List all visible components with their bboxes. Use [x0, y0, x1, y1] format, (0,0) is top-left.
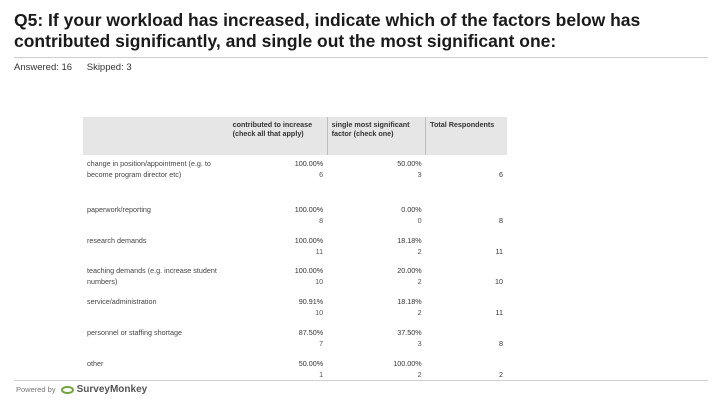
brand-name: SurveyMonkey: [76, 384, 148, 395]
contributed-cell: [229, 355, 328, 386]
row-label: personnel or staffing shortage: [87, 328, 182, 337]
contributed-count: 10: [315, 307, 324, 317]
contributed-cell: [229, 201, 328, 232]
single-most-cell: [327, 232, 426, 262]
contributed-cell: [229, 324, 328, 355]
single-most-count: 0: [417, 215, 422, 225]
contributed-count: 6: [319, 169, 324, 179]
skipped-count: Skipped: 3: [86, 62, 132, 73]
total-respondents: 6: [499, 169, 503, 179]
question-title: Q5: If your workload has increased, indicate which of the factors below has contributed significantly, and single out the most significant one:: [14, 10, 641, 51]
table-row: [83, 324, 507, 355]
surveymonkey-logo[interactable]: [61, 384, 148, 395]
total-cell: [426, 355, 507, 386]
single-most-percent: 20.00%: [397, 266, 422, 275]
single-most-count: 3: [417, 338, 422, 348]
contributed-percent: 100.00%: [294, 266, 324, 275]
single-most-count: 2: [417, 246, 422, 256]
row-label: other: [87, 359, 104, 368]
total-respondents: 11: [495, 307, 503, 317]
table-body: [83, 155, 507, 386]
surveymonkey-logo-icon: [61, 386, 74, 394]
single-most-count: 2: [417, 307, 422, 317]
contributed-count: 1: [319, 369, 324, 379]
response-stats: [14, 62, 144, 73]
table-row: [83, 201, 507, 232]
contributed-count: 11: [315, 246, 324, 256]
total-cell: [426, 232, 507, 262]
table-header-row: [83, 117, 507, 155]
contributed-cell: [229, 155, 328, 201]
total-cell: [426, 324, 507, 355]
results-table-container: [83, 117, 507, 386]
total-respondents: 8: [499, 338, 503, 348]
contributed-percent: 50.00%: [298, 359, 324, 368]
total-cell: [426, 201, 507, 232]
table-row: [83, 355, 507, 386]
total-respondents: 2: [499, 369, 503, 379]
single-most-cell: [327, 324, 426, 355]
single-most-cell: [327, 155, 426, 201]
header-contributed: contributed to increase (check all that apply): [229, 117, 328, 155]
total-respondents: 10: [495, 276, 503, 286]
single-most-cell: [327, 293, 426, 324]
total-cell: [426, 262, 507, 293]
single-most-percent: 50.00%: [397, 159, 422, 168]
footer-divider: [14, 380, 708, 381]
contributed-count: 7: [319, 338, 324, 348]
results-table: [83, 117, 507, 386]
header-single-most: single most significant factor (check one): [327, 117, 426, 155]
table-row: [83, 232, 507, 262]
contributed-cell: [229, 232, 328, 262]
single-most-percent: 37.50%: [397, 328, 422, 337]
table-row: [83, 293, 507, 324]
table-row: [83, 262, 507, 293]
answered-count: Answered: 16: [14, 62, 73, 73]
single-most-percent: 100.00%: [393, 359, 422, 368]
single-most-percent: 18.18%: [397, 297, 422, 306]
row-label: paperwork/reporting: [87, 205, 151, 214]
powered-by-text: Powered by: [16, 385, 56, 394]
single-most-count: 2: [417, 276, 422, 286]
contributed-percent: 100.00%: [294, 236, 324, 245]
table-row: [83, 155, 507, 201]
row-label: service/administration: [87, 297, 157, 306]
contributed-cell: [229, 262, 328, 293]
row-label: teaching demands (e.g. increase student numbers): [87, 266, 217, 286]
single-most-cell: [327, 355, 426, 386]
row-label: research demands: [87, 236, 147, 245]
contributed-percent: 87.50%: [298, 328, 324, 337]
header-divider: [14, 57, 708, 58]
single-most-cell: [327, 262, 426, 293]
contributed-percent: 100.00%: [294, 205, 324, 214]
total-respondents: 8: [499, 215, 503, 225]
footer: [16, 384, 147, 395]
contributed-cell: [229, 293, 328, 324]
single-most-cell: [327, 201, 426, 232]
single-most-percent: 0.00%: [401, 205, 422, 214]
total-cell: [426, 293, 507, 324]
single-most-percent: 18.18%: [397, 236, 422, 245]
contributed-percent: 90.91%: [298, 297, 324, 306]
contributed-percent: 100.00%: [294, 159, 324, 168]
header-total: Total Respondents: [426, 117, 507, 155]
row-label: change in position/appointment (e.g. to become program director etc): [87, 159, 211, 179]
contributed-count: 8: [319, 215, 324, 225]
header-empty: [83, 117, 229, 155]
single-most-count: 3: [417, 169, 422, 179]
total-respondents: 11: [495, 246, 503, 256]
contributed-count: 10: [315, 276, 324, 286]
single-most-count: 2: [417, 369, 422, 379]
total-cell: [426, 155, 507, 201]
